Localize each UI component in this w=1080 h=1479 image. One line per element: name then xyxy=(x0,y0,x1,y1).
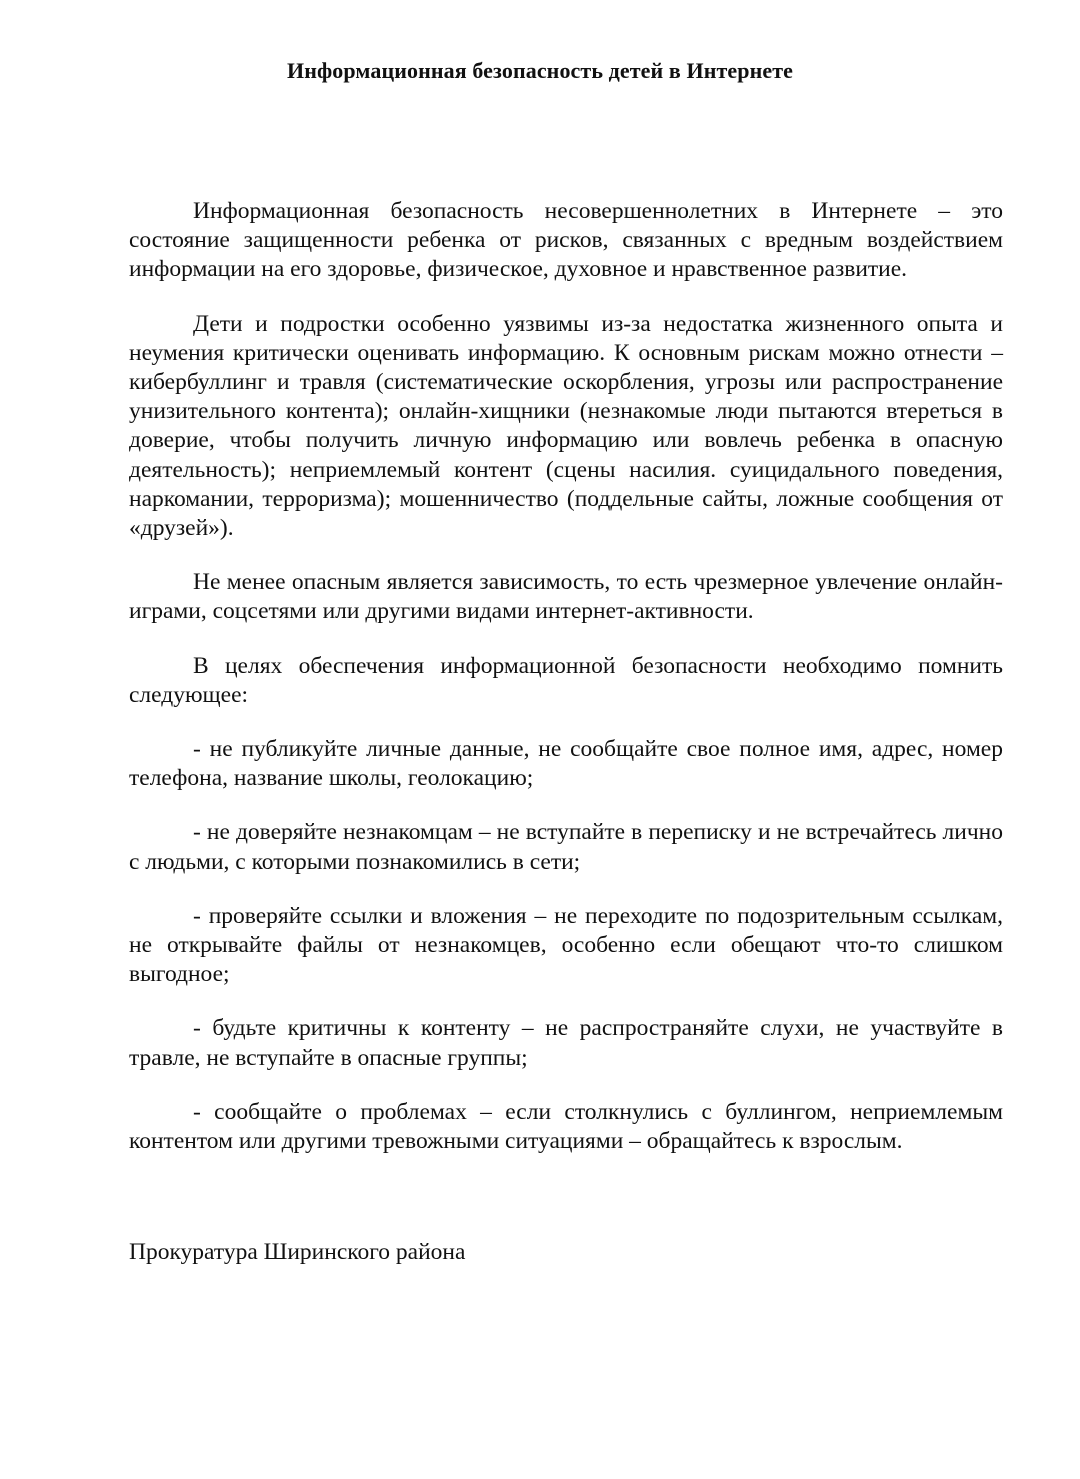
document-signature: Прокуратура Ширинского района xyxy=(129,1239,466,1265)
document-title: Информационная безопасность детей в Интернете xyxy=(287,58,793,83)
list-item-content: - будьте критичны к контенту – не распространяйте слухи, не участвуйте в травле, не вступайте в опасные группы; xyxy=(129,1015,1003,1071)
list-item-strangers: - не доверяйте незнакомцам – не вступайте в переписку и не встречайтесь лично с людьми, с которыми познакомились в сети; xyxy=(129,819,1003,875)
document-body xyxy=(129,197,1003,1181)
paragraph-addiction: Не менее опасным является зависимость, то есть чрезмерное увлечение онлайн-играми, соцсетями или другими видами интернет-активности. xyxy=(129,569,1003,625)
paragraph-risks: Дети и подростки особенно уязвимы из-за недостатка жизненного опыта и неумения критически оценивать информацию. К основным рискам можно отнести – кибербуллинг и травля (систематические оскорбления, угрозы или распространение унизительного контента); онлайн-хищники (незнакомые люди пытаются втереться в доверие, чтобы получить личную информацию или вовлечь ребенка в опасную деятельность); неприемлемый контент (сцены насилия. суицидального поведения, наркомании, терроризма); мошенничество (поддельные сайты, ложные сообщения от «друзей»). xyxy=(129,310,1003,542)
list-item-links: - проверяйте ссылки и вложения – не переходите по подозрительным ссылкам, не открывайте файлы от незнакомцев, особенно если обещают что-то слишком выгодное; xyxy=(129,902,1003,988)
list-item-report-problems: - сообщайте о проблемах – если столкнулись с буллингом, неприемлемым контентом или другими тревожными ситуациями – обращайтесь к взрослым. xyxy=(129,1098,1003,1155)
list-item-personal-data: - не публикуйте личные данные, не сообщайте свое полное имя, адрес, номер телефона, название школы, геолокацию; xyxy=(129,736,1003,792)
paragraph-recommendations-intro: В целях обеспечения информационной безопасности необходимо помнить следующее: xyxy=(129,652,1003,708)
paragraph-definition: Информационная безопасность несовершеннолетних в Интернете – это состояние защищенности ребенка от рисков, связанных с вредным воздействием информации на его здоровье, физическое, духовное и нравственное развитие. xyxy=(129,198,1003,283)
